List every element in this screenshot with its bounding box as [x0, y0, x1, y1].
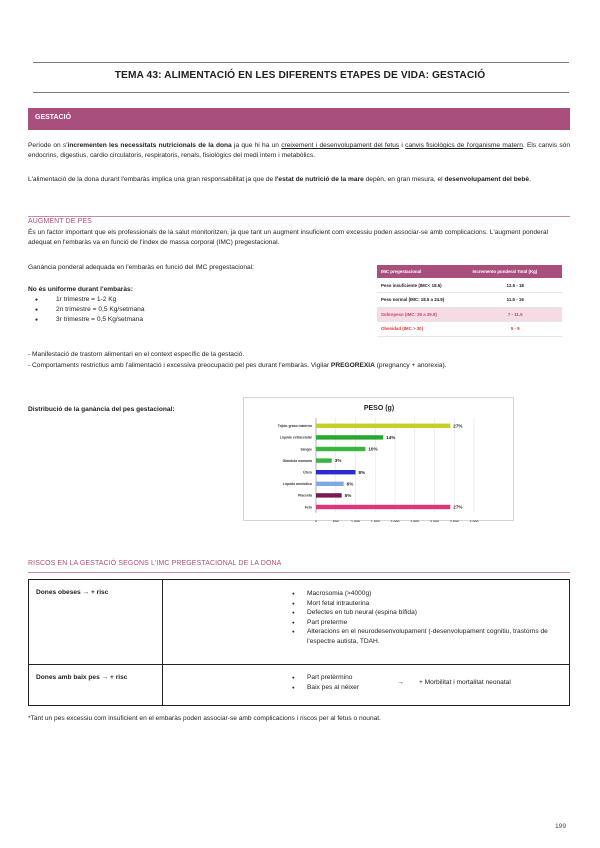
- gain-caption: Ganància ponderal adequada en l'embaràs en funció del IMC pregestacional:: [28, 264, 254, 271]
- section-heading-weight-gain: AUGMENT DE PES: [28, 218, 92, 225]
- chart-bar: [316, 435, 383, 439]
- chart-x-tick-label: 4.000: [469, 519, 479, 522]
- intro-paragraph-2: [28, 175, 570, 185]
- list-item: ● Baix pes al néixer: [287, 683, 359, 693]
- table-row: [377, 293, 562, 308]
- list-item: ● Defectes en tub neural (espina bífida): [287, 608, 561, 618]
- table-header: IMC pregestacional: [377, 265, 468, 278]
- chart-data-label: 3%: [334, 458, 342, 464]
- text: Període on s': [28, 142, 68, 149]
- table-header-row: [377, 265, 562, 278]
- imc-table: [377, 265, 562, 337]
- list-item: ● Alteracions en el neurodesenvolupament (-desenvolupament cognitiu, trastorns de l'espectre autista, TDAH.: [287, 627, 561, 646]
- text: (pregnancy + anorexia).: [374, 362, 447, 369]
- risk-table: [28, 579, 570, 706]
- chart-bar: [316, 493, 342, 497]
- chart-category-label: Feto: [304, 505, 312, 510]
- table-cell: Peso normal (IMC: 18.5 a 24.9): [377, 293, 468, 308]
- chart-bar: [316, 458, 332, 462]
- table-row: [29, 580, 570, 665]
- risk-label-low: Dones amb baix pes → + risc: [29, 665, 163, 706]
- chart-bar: [316, 482, 344, 486]
- weight-gain-paragraph: És un factor important que els professionals de la salut monitoritzen, ja que tant un augment insuficient com excessiu poden associar-se amb complicacions. L'augment ponderal adequat en l'embaràs va en funció de l'índex de massa corporal (IMC) pregestacional.: [28, 229, 548, 246]
- chart-bar: [316, 424, 450, 428]
- chart-bar: [316, 470, 356, 474]
- arrow-icon: →: [397, 679, 404, 686]
- chart-category-label: Tejido graso materno: [277, 424, 312, 429]
- text: ja que hi ha un: [231, 142, 282, 149]
- footnote: *Tant un pes excessiu com insuficient en el embaràs poden associar-se amb complicacions i riscos per al fetus o nounat.: [28, 715, 381, 722]
- section-rule: [28, 572, 570, 573]
- list-item: ● Macrosomia (>4000g): [287, 589, 561, 599]
- note-1: - Manifestació de trastorn alimentari en el context específic de la gestació.: [28, 351, 245, 358]
- chart-data-label: 8%: [358, 469, 366, 475]
- note-2: [28, 361, 447, 371]
- list-item: ● 2n trimestre = 0,5 Kg/setmana: [28, 305, 145, 315]
- page-title: TEMA 43: ALIMENTACIÓ EN LES DIFERENTS ETAPES DE VIDA: GESTACIÓ: [114, 70, 486, 81]
- weight-distribution-chart: [243, 397, 514, 521]
- list-item: ● Mort fetal intrauterina: [287, 599, 561, 609]
- bold-text: incrementen les necessitats nutricionals de la dona: [67, 142, 232, 149]
- table-cell: 12.5 - 18: [468, 278, 562, 293]
- section-banner: [28, 108, 570, 130]
- risk-content-obese: [163, 580, 570, 665]
- risk-label-obese: Dones obeses → + risc: [29, 580, 163, 665]
- title-rule: [33, 92, 569, 93]
- table-cell: 5 - 9: [468, 322, 562, 337]
- bold-text: desenvolupament del bebè: [444, 176, 530, 183]
- chart-category-label: Líquido amniótico: [282, 482, 312, 487]
- chart-x-tick-label: 2.000: [390, 519, 400, 522]
- text: .: [529, 176, 531, 183]
- chart-x-tick-label: 0: [315, 519, 317, 522]
- underlined-text: canvis fisiològics de l'organisme matern: [405, 142, 523, 149]
- list-item: ● Part pretèrmino: [287, 673, 359, 683]
- chart-bar: [316, 447, 365, 451]
- table-row: [377, 322, 562, 337]
- chart-data-label: 27%: [453, 504, 463, 510]
- chart-category-label: Placenta: [298, 493, 312, 498]
- table-cell: 7 - 11.5: [468, 307, 562, 322]
- risk-list-obese: [287, 589, 561, 647]
- banner-label: GESTACIÓ: [35, 114, 72, 121]
- list-item: ● 1r trimestre = 1-2 Kg: [28, 295, 145, 305]
- table-cell: 11.5 - 16: [468, 293, 562, 308]
- text: L'alimentació de la dona durant l'embaràs implica una gran responsabilitat ja que de: [28, 176, 276, 183]
- chart-data-label: 27%: [453, 423, 463, 429]
- uniform-title: No és uniforme durant l'embaràs:: [28, 286, 133, 293]
- table-cell: Peso insuficiente (IMC< 18.5): [377, 278, 468, 293]
- chart-data-label: 10%: [368, 446, 378, 452]
- table-row: [29, 665, 570, 706]
- risk-content-low: [163, 665, 570, 706]
- section-rule: [28, 216, 570, 217]
- text: i: [399, 142, 406, 149]
- bold-text: PREGOREXIA: [330, 362, 375, 369]
- underlined-text: creixement i desenvolupament del fetus: [281, 142, 400, 149]
- chart-title: PESO (g): [363, 405, 395, 412]
- table-row: [377, 278, 562, 293]
- table-header: Incremento ponderal Total (Kg): [468, 265, 562, 278]
- chart-bar: [316, 505, 450, 509]
- list-item: ● 3r trimestre = 0,5 Kg/setmana: [28, 315, 145, 325]
- risk-list-low: [287, 673, 359, 692]
- trimester-list: [28, 295, 145, 325]
- chart-x-tick-label: 3.500: [449, 519, 459, 522]
- chart-svg: [244, 398, 515, 522]
- page-number: 199: [555, 823, 567, 830]
- text: . Els canvis són endocrins, digestius, cardio circulatoris, respiratoris, renals, fisiològics del medi intern i metabòlics.: [28, 142, 570, 159]
- table-cell: Sobrepeso (IMC: 25 a 29.9): [377, 307, 468, 322]
- chart-data-label: 6%: [346, 481, 354, 487]
- chart-data-label: 14%: [386, 435, 396, 440]
- chart-category-label: Glándula mamaria: [282, 458, 312, 463]
- chart-x-tick-label: 2.500: [410, 519, 420, 522]
- text: depèn, en gran mesura, el: [363, 176, 445, 183]
- text: - Comportaments restrictius amb l'alimentació i excessiva preocupació pel pes durant l'embaràs. Vigilar: [28, 362, 331, 369]
- table-row: [377, 307, 562, 322]
- chart-x-tick-label: 500: [332, 519, 339, 522]
- chart-x-tick-label: 1.500: [370, 519, 380, 522]
- section-heading-risks: RISCOS EN LA GESTACIÓ SEGONS L'IMC PREGESTACIONAL DE LA DONA: [28, 560, 282, 567]
- bold-text: l'estat de nutrició de la mare: [275, 176, 364, 183]
- table-cell: Obesidad (IMC > 30): [377, 322, 468, 337]
- list-item: ● Part preterme: [287, 618, 561, 628]
- chart-category-label: Sangre: [300, 447, 312, 452]
- chart-category-label: Líquido extracelular: [279, 435, 312, 440]
- low-result: + Morbilitat i mortalitat neonatal: [419, 679, 511, 686]
- intro-paragraph-1: [28, 141, 570, 160]
- chart-category-label: Útero: [303, 470, 312, 475]
- chart-x-tick-label: 3.000: [430, 519, 439, 522]
- distribution-label: Distribució de la ganància del pes gestacional:: [28, 406, 175, 413]
- top-rule: [33, 62, 569, 63]
- chart-x-tick-label: 1.000: [351, 519, 360, 522]
- chart-data-label: 5%: [344, 493, 352, 498]
